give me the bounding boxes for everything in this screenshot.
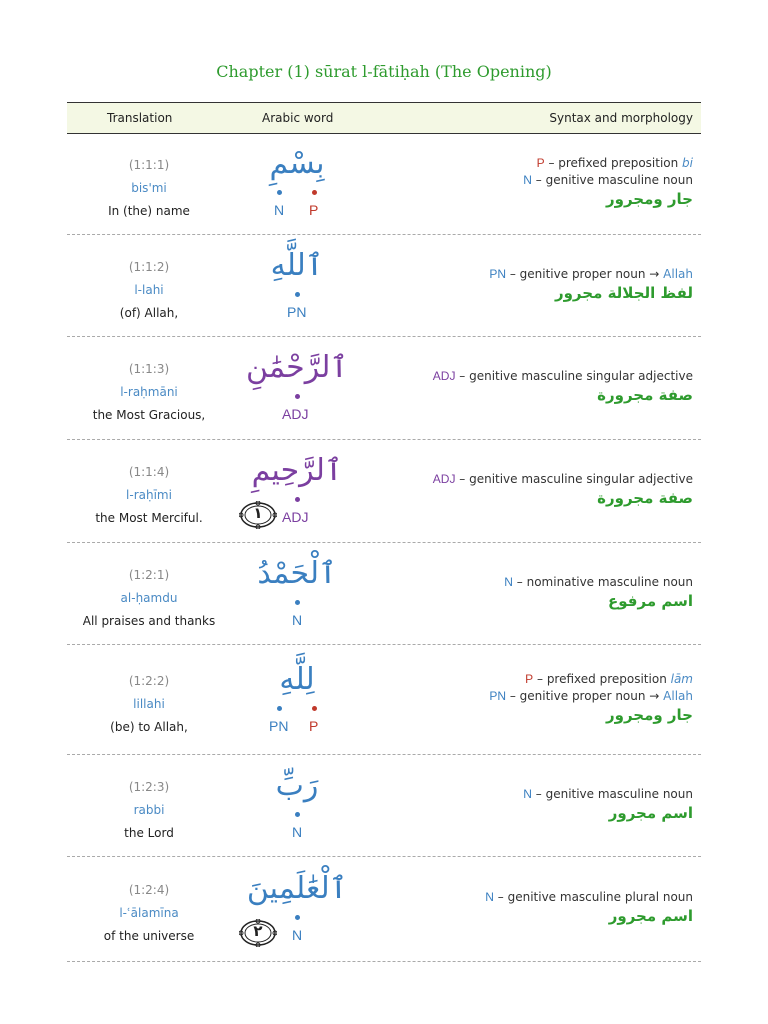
table-row xyxy=(67,755,701,857)
syntax-line xyxy=(504,575,693,589)
syntax-description: – genitive masculine singular adjective xyxy=(455,472,693,486)
table-row xyxy=(67,543,701,645)
syntax-code: N xyxy=(523,173,532,187)
syntax-line xyxy=(433,369,693,383)
syntax-code: ADJ xyxy=(432,472,456,486)
header-arabic-word: Arabic word xyxy=(262,111,334,125)
transliteration: lillahi xyxy=(133,697,165,711)
word-location: (1:1:1) xyxy=(128,158,170,172)
arabic-syntax: لفظ الجلالة مجرور xyxy=(554,284,693,302)
table-row xyxy=(67,235,701,337)
table-header xyxy=(67,102,701,134)
transliteration: l-lahi xyxy=(134,283,164,297)
word-location: (1:2:4) xyxy=(128,883,170,897)
syntax-gloss: lām xyxy=(670,672,693,686)
morpheme-dot xyxy=(312,190,317,195)
translation: All praises and thanks xyxy=(82,614,216,628)
transliteration: rabbi xyxy=(133,803,165,817)
transliteration: al-ḥamdu xyxy=(120,591,178,605)
translation: the Lord xyxy=(124,826,174,840)
morpheme-dot xyxy=(295,394,300,399)
arabic-syntax: صفة مجرورة xyxy=(597,386,693,404)
syntax-line xyxy=(523,787,693,801)
syntax-description: – genitive proper noun → xyxy=(506,267,664,281)
syntax-code: ADJ xyxy=(432,369,456,383)
syntax-gloss: bi xyxy=(682,156,693,170)
syntax-description: – nominative masculine noun xyxy=(512,575,693,589)
transliteration: l-ʿālamīna xyxy=(119,906,179,920)
morpheme-dot xyxy=(295,292,300,297)
arabic-word: ٱلْحَمْدُ xyxy=(257,556,337,591)
syntax-description: – genitive proper noun → xyxy=(506,689,664,703)
syntax-description: – genitive masculine singular adjective xyxy=(455,369,693,383)
header-translation: Translation xyxy=(107,111,173,125)
arabic-syntax: جار ومجرور xyxy=(605,190,693,208)
arabic-syntax: اسم مرفوع xyxy=(608,592,693,610)
part-of-speech-tag: N xyxy=(292,612,303,628)
arabic-syntax: اسم مجرور xyxy=(608,804,693,822)
morpheme-dot xyxy=(295,915,300,920)
part-of-speech-tag: P xyxy=(309,718,319,734)
translation: In (the) name xyxy=(108,204,190,218)
arabic-syntax: اسم مجرور xyxy=(608,907,693,925)
table-row xyxy=(67,857,701,962)
translation: of the universe xyxy=(103,929,195,943)
syntax-code: PN xyxy=(489,267,507,281)
syntax-code: N xyxy=(485,890,494,904)
syntax-description: – genitive masculine noun xyxy=(531,787,693,801)
syntax-line xyxy=(485,890,693,904)
syntax-line xyxy=(525,672,693,686)
morpheme-dot xyxy=(312,706,317,711)
part-of-speech-tag: PN xyxy=(269,718,289,734)
arabic-word: ٱللَّهِ xyxy=(270,248,324,283)
translation: the Most Merciful. xyxy=(95,511,203,525)
word-location: (1:1:3) xyxy=(128,362,170,376)
syntax-description: – genitive masculine plural noun xyxy=(493,890,693,904)
translation: (of) Allah, xyxy=(119,306,179,320)
part-of-speech-tag: ADJ xyxy=(282,509,309,525)
syntax-description: – prefixed preposition xyxy=(544,156,683,170)
page-title: Chapter (1) sūrat l-fātiḥah (The Opening) xyxy=(216,62,552,81)
verse-number: ١ xyxy=(253,504,263,522)
table-row xyxy=(67,645,701,755)
arabic-word: رَبِّ xyxy=(275,768,319,803)
arabic-word: ٱلْعَٰلَمِينَ xyxy=(246,871,348,906)
arabic-syntax: صفة مجرورة xyxy=(597,489,693,507)
word-location: (1:1:2) xyxy=(128,260,170,274)
syntax-code: N xyxy=(504,575,513,589)
morpheme-dot xyxy=(277,190,282,195)
word-location: (1:2:3) xyxy=(128,780,170,794)
syntax-line xyxy=(523,173,693,187)
syntax-line xyxy=(489,267,693,281)
transliteration: l-raḥīmi xyxy=(126,488,172,502)
transliteration: bis'mi xyxy=(131,181,167,195)
morpheme-dot xyxy=(295,497,300,502)
part-of-speech-tag: P xyxy=(309,202,319,218)
part-of-speech-tag: N xyxy=(274,202,285,218)
syntax-code: N xyxy=(523,787,532,801)
verse-end-ornament-icon xyxy=(239,919,277,947)
translation: the Most Gracious, xyxy=(92,408,206,422)
syntax-description: – genitive masculine noun xyxy=(531,173,693,187)
morpheme-dot xyxy=(277,706,282,711)
part-of-speech-tag: ADJ xyxy=(282,406,309,422)
verse-number: ٢ xyxy=(253,922,263,940)
verse-end-ornament-icon xyxy=(239,501,277,529)
word-location: (1:2:2) xyxy=(128,674,170,688)
arabic-syntax: جار ومجرور xyxy=(605,706,693,724)
syntax-code: PN xyxy=(489,689,507,703)
syntax-gloss: Allah xyxy=(663,267,693,281)
syntax-line xyxy=(489,689,693,703)
part-of-speech-tag: N xyxy=(292,824,303,840)
syntax-gloss: Allah xyxy=(663,689,693,703)
table-row xyxy=(67,133,701,235)
arabic-word: بِسْمِ xyxy=(269,146,325,181)
table-row xyxy=(67,440,701,543)
arabic-word: ٱلرَّحْمَٰنِ xyxy=(246,350,348,385)
header-syntax: Syntax and morphology xyxy=(549,111,693,125)
table-row xyxy=(67,337,701,440)
part-of-speech-tag: N xyxy=(292,927,303,943)
morpheme-dot xyxy=(295,600,300,605)
syntax-line xyxy=(537,156,693,170)
word-location: (1:2:1) xyxy=(128,568,170,582)
syntax-code: P xyxy=(525,672,534,686)
word-location: (1:1:4) xyxy=(128,465,170,479)
syntax-line xyxy=(433,472,693,486)
arabic-word: لِلَّهِ xyxy=(279,662,315,697)
transliteration: l-raḥmāni xyxy=(120,385,178,399)
syntax-description: – prefixed preposition xyxy=(533,672,671,686)
morpheme-dot xyxy=(295,812,300,817)
part-of-speech-tag: PN xyxy=(287,304,307,320)
syntax-code: P xyxy=(536,156,545,170)
arabic-word: ٱلرَّحِيمِ xyxy=(251,453,343,488)
translation: (be) to Allah, xyxy=(110,720,188,734)
